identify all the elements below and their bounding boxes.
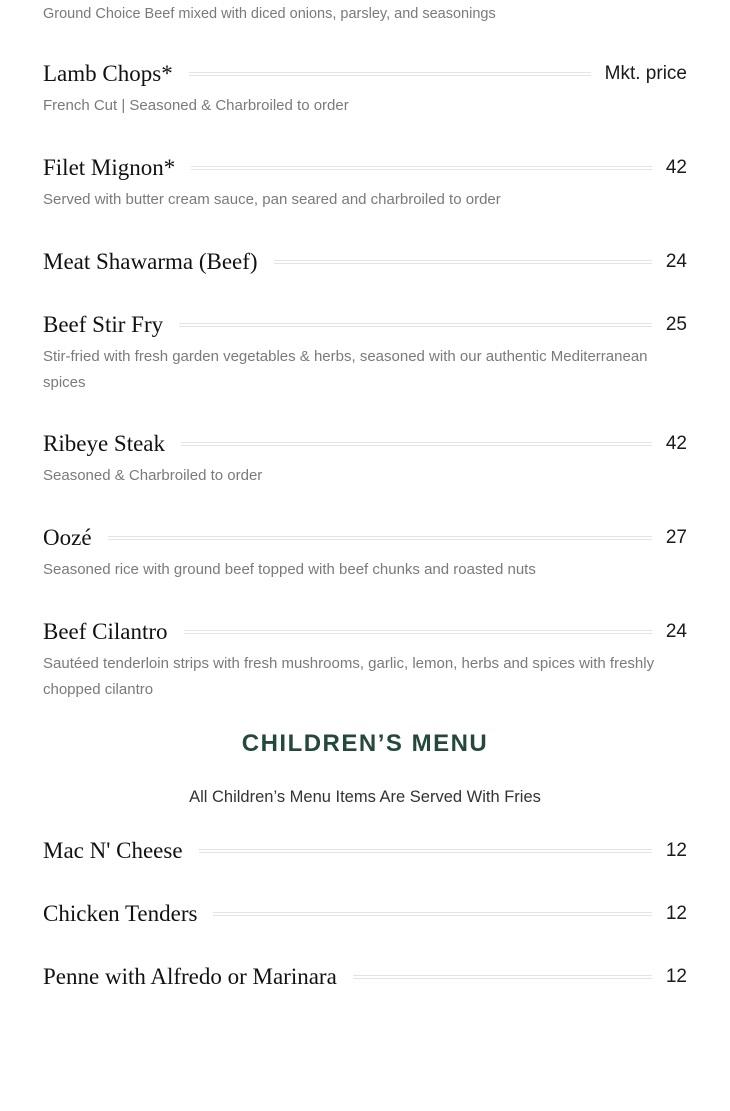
- dotted-leader: [108, 536, 652, 540]
- item-name: Chicken Tenders: [43, 901, 198, 926]
- item-price: 42: [665, 157, 687, 178]
- item-name: Beef Cilantro: [43, 619, 168, 644]
- dotted-leader: [181, 442, 652, 446]
- item-price: 24: [665, 621, 687, 642]
- item-name: Filet Mignon*: [43, 155, 176, 180]
- dotted-leader: [184, 630, 652, 634]
- dotted-leader: [189, 72, 591, 76]
- section-title-childrens-menu: CHILDREN’S MENU: [241, 730, 489, 757]
- item-price: 12: [665, 966, 687, 987]
- dotted-leader: [353, 975, 652, 979]
- item-name: Meat Shawarma (Beef): [43, 249, 258, 274]
- item-price: 27: [665, 527, 687, 548]
- item-price: 25: [665, 314, 687, 335]
- item-name: Oozé: [43, 525, 92, 550]
- dotted-leader: [274, 260, 652, 264]
- item-price: 24: [665, 251, 687, 272]
- menu-item-mac-n-cheese: [43, 836, 687, 866]
- menu-item-filet-mignon: [43, 153, 687, 213]
- item-description: Stir-fried with fresh garden vegetables & herbs, seasoned with our authentic Mediterranean spices: [43, 348, 648, 391]
- item-name: Ribeye Steak: [43, 431, 165, 456]
- dotted-leader: [191, 166, 652, 170]
- item-description: Sautéed tenderloin strips with fresh mushrooms, garlic, lemon, herbs and spices with freshly chopped cilantro: [43, 655, 655, 698]
- dotted-leader: [199, 849, 652, 853]
- item-price: 12: [665, 903, 687, 924]
- section-subtitle: All Children’s Menu Items Are Served With Fries: [189, 788, 541, 806]
- item-price: 12: [665, 840, 687, 861]
- item-description: Served with butter cream sauce, pan seared and charbroiled to order: [43, 191, 501, 208]
- menu-item-chicken-tenders: [43, 899, 687, 929]
- item-name: Mac N' Cheese: [43, 838, 183, 863]
- item-name: Beef Stir Fry: [43, 312, 164, 337]
- item-description: Seasoned rice with ground beef topped with beef chunks and roasted nuts: [43, 561, 536, 578]
- dotted-leader: [213, 912, 651, 916]
- item-description: Seasoned & Charbroiled to order: [43, 467, 263, 484]
- menu-item-beef-stir-fry: [43, 310, 687, 396]
- item-price: 42: [665, 433, 687, 454]
- menu-item-lamb-chops: [43, 59, 687, 119]
- item-name: Lamb Chops*: [43, 61, 173, 86]
- menu-item-ooze: [43, 523, 687, 583]
- item-name: Penne with Alfredo or Marinara: [43, 964, 337, 989]
- menu-item-meat-shawarma: [43, 247, 687, 277]
- menu-item-penne: [43, 962, 687, 992]
- item-price: Mkt. price: [604, 63, 687, 84]
- menu-item-ribeye-steak: [43, 429, 687, 489]
- item-description: French Cut | Seasoned & Charbroiled to order: [43, 97, 349, 114]
- dotted-leader: [179, 323, 652, 327]
- item-description: Ground Choice Beef mixed with diced onions, parsley, and seasonings: [43, 6, 496, 22]
- menu-item-beef-cilantro: [43, 617, 687, 703]
